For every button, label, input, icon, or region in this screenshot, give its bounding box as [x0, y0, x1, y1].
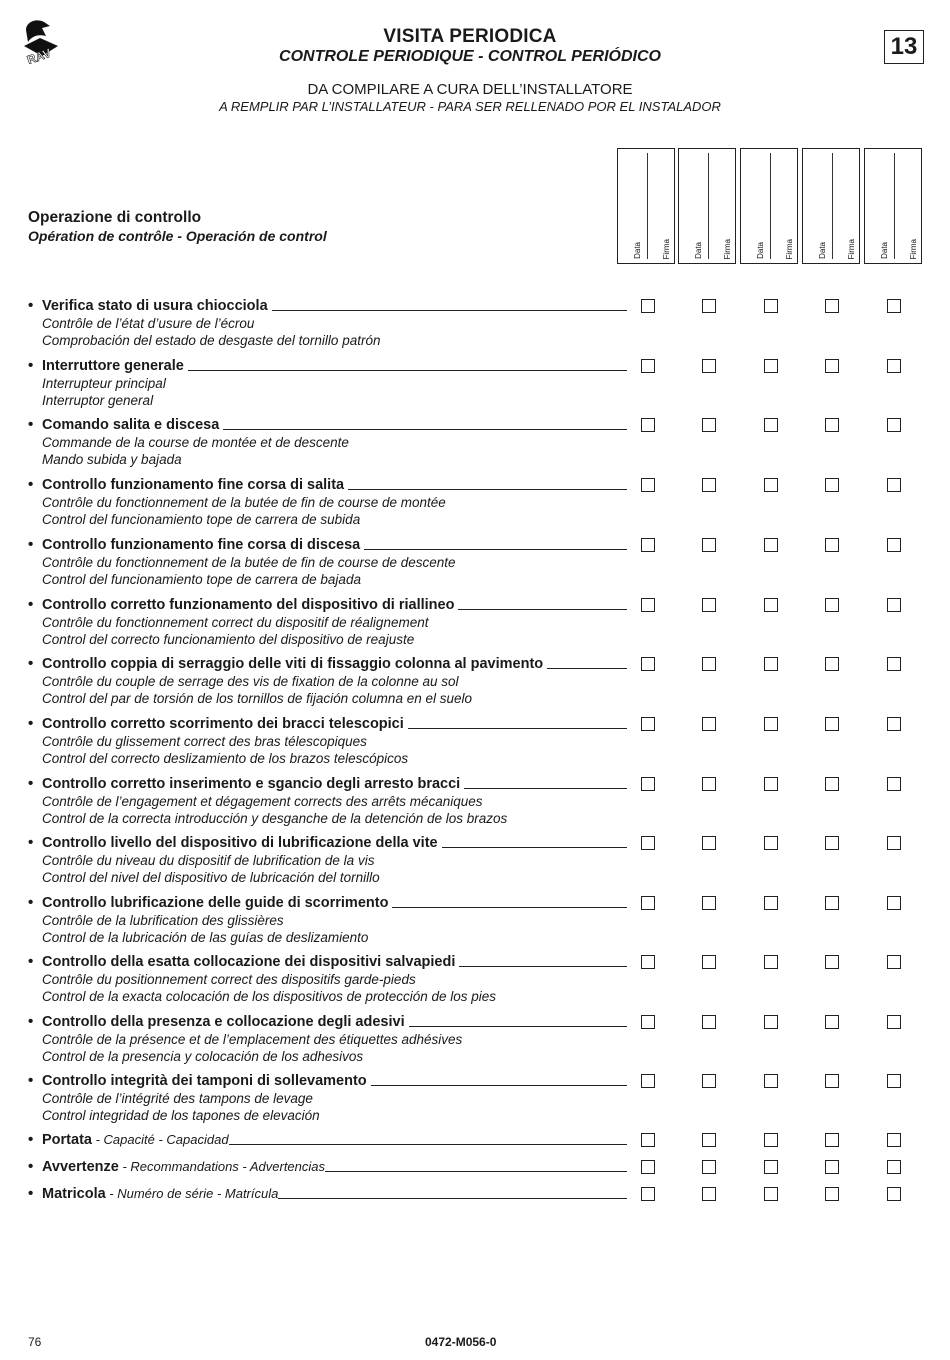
- check-row-3-checkbox-5[interactable]: [887, 418, 901, 432]
- check-row-14-checkbox-5[interactable]: [887, 1074, 901, 1088]
- check-row-11-checkbox-2[interactable]: [702, 896, 716, 910]
- check-row-3-checkbox-4[interactable]: [825, 418, 839, 432]
- separator: -: [105, 1186, 118, 1201]
- check-row: [28, 715, 633, 767]
- page-subtitle: CONTROLE PERIODIQUE - CONTROL PERIÓDICO: [279, 48, 661, 65]
- check-row-2-checkbox-1[interactable]: [641, 359, 655, 373]
- check-row-7-checkbox-3[interactable]: [764, 657, 778, 671]
- check-row-9-checkbox-2[interactable]: [702, 777, 716, 791]
- check-item-french: Contrôle du glissement correct des bras télescopiques: [42, 734, 367, 749]
- check-row-11-checkbox-1[interactable]: [641, 896, 655, 910]
- check-row-13-checkbox-4[interactable]: [825, 1015, 839, 1029]
- check-row-7-checkbox-5[interactable]: [887, 657, 901, 671]
- firma-label: Firma: [723, 238, 732, 259]
- short-row-2-checkbox-2[interactable]: [702, 1160, 716, 1174]
- check-row: [28, 416, 633, 468]
- separator: -: [91, 1132, 104, 1147]
- fill-line: [464, 788, 627, 789]
- check-row-9-checkbox-1[interactable]: [641, 777, 655, 791]
- check-row-9-checkbox-4[interactable]: [825, 777, 839, 791]
- bullet-icon: •: [28, 1072, 34, 1089]
- check-item-spanish: Interruptor general: [42, 393, 154, 408]
- check-row-5-checkbox-1[interactable]: [641, 538, 655, 552]
- check-row-7-checkbox-4[interactable]: [825, 657, 839, 671]
- bullet-icon: •: [28, 1158, 34, 1175]
- short-item-translation: Numéro de série - Matrícula: [117, 1186, 279, 1201]
- visit-column-divider: [770, 153, 771, 259]
- check-item-label: Controllo della esatta collocazione dei dispositivi salvapiedi: [42, 954, 456, 970]
- short-item-translation: Capacité - Capacidad: [103, 1132, 229, 1147]
- data-label: Data: [694, 242, 703, 259]
- check-item-french: Commande de la course de montée et de descente: [42, 435, 349, 450]
- operation-subtitle: Opération de contrôle - Operación de control: [28, 228, 327, 244]
- fill-line: [272, 310, 627, 311]
- fill-line: [458, 609, 627, 610]
- check-row-main: [28, 1072, 633, 1090]
- check-item-label: Comando salita e discesa: [42, 417, 220, 433]
- short-row-3-checkbox-3[interactable]: [764, 1187, 778, 1201]
- fill-line: [459, 966, 627, 967]
- bullet-icon: •: [28, 834, 34, 851]
- check-row-4-checkbox-2[interactable]: [702, 478, 716, 492]
- short-row: [28, 1158, 633, 1176]
- check-item-spanish: Control de la correcta introducción y desganche de la detención de los brazos: [42, 811, 508, 826]
- check-row-8-checkbox-2[interactable]: [702, 717, 716, 731]
- check-row: [28, 1013, 633, 1065]
- check-row-6-checkbox-3[interactable]: [764, 598, 778, 612]
- short-row-main: [28, 1158, 633, 1176]
- check-row-13-checkbox-1[interactable]: [641, 1015, 655, 1029]
- check-row-10-checkbox-3[interactable]: [764, 836, 778, 850]
- short-row-3-checkbox-2[interactable]: [702, 1187, 716, 1201]
- check-row-main: [28, 476, 633, 494]
- short-row-1-checkbox-5[interactable]: [887, 1133, 901, 1147]
- check-item-spanish: Control de la presencia y colocación de los adhesivos: [42, 1049, 364, 1064]
- check-row-main: [28, 416, 633, 434]
- separator: -: [118, 1159, 131, 1174]
- footer-page-number: 76: [28, 1335, 42, 1349]
- check-item-french: Contrôle du positionnement correct des dispositifs garde-pieds: [42, 972, 416, 987]
- check-row: [28, 834, 633, 886]
- short-row-2-checkbox-3[interactable]: [764, 1160, 778, 1174]
- check-item-label: Controllo funzionamento fine corsa di discesa: [42, 537, 361, 553]
- check-row-main: [28, 655, 633, 673]
- bullet-icon: •: [28, 357, 34, 374]
- check-row-11-checkbox-5[interactable]: [887, 896, 901, 910]
- check-item-label: Interruttore generale: [42, 358, 184, 374]
- check-row-12-checkbox-1[interactable]: [641, 955, 655, 969]
- check-row: [28, 894, 633, 946]
- check-row-5-checkbox-4[interactable]: [825, 538, 839, 552]
- check-row-13-checkbox-2[interactable]: [702, 1015, 716, 1029]
- check-item-french: Contrôle de l’intégrité des tampons de levage: [42, 1091, 313, 1106]
- check-row-14-checkbox-2[interactable]: [702, 1074, 716, 1088]
- data-label: Data: [818, 242, 827, 259]
- bullet-icon: •: [28, 1131, 34, 1148]
- check-item-french: Contrôle du niveau du dispositif de lubrification de la vis: [42, 853, 375, 868]
- check-row-6-checkbox-4[interactable]: [825, 598, 839, 612]
- check-item-label: Controllo funzionamento fine corsa di salita: [42, 477, 345, 493]
- check-row-12-checkbox-5[interactable]: [887, 955, 901, 969]
- check-row-12-checkbox-2[interactable]: [702, 955, 716, 969]
- check-row-10-checkbox-4[interactable]: [825, 836, 839, 850]
- check-row-2-checkbox-2[interactable]: [702, 359, 716, 373]
- short-row-main: [28, 1131, 633, 1149]
- visit-column-divider: [894, 153, 895, 259]
- check-item-label: Controllo livello del dispositivo di lubrificazione della vite: [42, 835, 438, 851]
- bullet-icon: •: [28, 297, 34, 314]
- check-row-main: [28, 894, 633, 912]
- check-row-11-checkbox-3[interactable]: [764, 896, 778, 910]
- check-item-label: Controllo corretto inserimento e sgancio degli arresto bracci: [42, 776, 461, 792]
- visit-column-5: [864, 148, 922, 264]
- short-item-translation: Recommandations - Advertencias: [130, 1159, 326, 1174]
- check-item-french: Interrupteur principal: [42, 376, 166, 391]
- check-row: [28, 476, 633, 528]
- check-row-1-checkbox-4[interactable]: [825, 299, 839, 313]
- check-item-label: Controllo integrità dei tamponi di sollevamento: [42, 1073, 367, 1089]
- fill-line: [278, 1198, 627, 1199]
- check-row-5-checkbox-3[interactable]: [764, 538, 778, 552]
- bullet-icon: •: [28, 775, 34, 792]
- check-item-spanish: Control integridad de los tapones de elevación: [42, 1108, 320, 1123]
- check-row-1-checkbox-3[interactable]: [764, 299, 778, 313]
- check-item-spanish: Comprobación del estado de desgaste del tornillo patrón: [42, 333, 381, 348]
- check-item-spanish: Control del par de torsión de los tornillos de fijación columna en el suelo: [42, 691, 472, 706]
- check-row-11-checkbox-4[interactable]: [825, 896, 839, 910]
- check-row-main: [28, 715, 633, 733]
- page-header: [180, 26, 760, 115]
- check-row-main: [28, 536, 633, 554]
- check-item-french: Contrôle du fonctionnement correct du dispositif de réalignement: [42, 615, 429, 630]
- check-item-label: Controllo della presenza e collocazione degli adesivi: [42, 1014, 405, 1030]
- check-row: [28, 536, 633, 588]
- short-row: [28, 1185, 633, 1203]
- check-row-14-checkbox-1[interactable]: [641, 1074, 655, 1088]
- check-row-1-checkbox-2[interactable]: [702, 299, 716, 313]
- short-row-2-checkbox-5[interactable]: [887, 1160, 901, 1174]
- visit-column-1: [617, 148, 675, 264]
- operation-heading: [28, 208, 327, 245]
- check-item-french: Contrôle de l’état d’usure de l’écrou: [42, 316, 255, 331]
- visit-column-2: [678, 148, 736, 264]
- page-title: VISITA PERIODICA: [383, 26, 557, 47]
- bullet-icon: •: [28, 536, 34, 553]
- check-row-13-checkbox-3[interactable]: [764, 1015, 778, 1029]
- check-row: [28, 297, 633, 349]
- check-item-french: Contrôle du fonctionnement de la butée de fin de course de descente: [42, 555, 456, 570]
- check-row-8-checkbox-5[interactable]: [887, 717, 901, 731]
- check-row-1-checkbox-1[interactable]: [641, 299, 655, 313]
- data-label: Data: [756, 242, 765, 259]
- check-row: [28, 357, 633, 409]
- check-row-3-checkbox-2[interactable]: [702, 418, 716, 432]
- check-row-1-checkbox-5[interactable]: [887, 299, 901, 313]
- check-row-14-checkbox-3[interactable]: [764, 1074, 778, 1088]
- short-item-label: Portata: [42, 1132, 92, 1148]
- fill-line: [348, 489, 627, 490]
- check-row-main: [28, 834, 633, 852]
- check-item-french: Contrôle de l’engagement et dégagement corrects des arrêts mécaniques: [42, 794, 483, 809]
- check-row-8-checkbox-3[interactable]: [764, 717, 778, 731]
- short-row-1-checkbox-3[interactable]: [764, 1133, 778, 1147]
- fill-line: [408, 728, 627, 729]
- bullet-icon: •: [28, 894, 34, 911]
- check-item-french: Contrôle du fonctionnement de la butée de fin de course de montée: [42, 495, 446, 510]
- check-row-3-checkbox-1[interactable]: [641, 418, 655, 432]
- check-item-spanish: Control del correcto deslizamiento de los brazos telescópicos: [42, 751, 409, 766]
- check-item-spanish: Control de la exacta colocación de los dispositivos de protección de los pies: [42, 989, 497, 1004]
- visit-column-divider: [647, 153, 648, 259]
- check-row-4-checkbox-1[interactable]: [641, 478, 655, 492]
- check-row-3-checkbox-3[interactable]: [764, 418, 778, 432]
- check-row-12-checkbox-3[interactable]: [764, 955, 778, 969]
- firma-label: Firma: [847, 238, 856, 259]
- check-row-5-checkbox-2[interactable]: [702, 538, 716, 552]
- check-row-7-checkbox-1[interactable]: [641, 657, 655, 671]
- bullet-icon: •: [28, 715, 34, 732]
- check-row-2-checkbox-4[interactable]: [825, 359, 839, 373]
- check-item-spanish: Control del nivel del dispositivo de lubricación del tornillo: [42, 870, 380, 885]
- check-row-4-checkbox-5[interactable]: [887, 478, 901, 492]
- fill-line: [188, 370, 627, 371]
- check-row: [28, 655, 633, 707]
- check-item-spanish: Control del funcionamiento tope de carrera de bajada: [42, 572, 361, 587]
- check-row-10-checkbox-5[interactable]: [887, 836, 901, 850]
- check-item-label: Controllo corretto funzionamento del dispositivo di riallineo: [42, 597, 455, 613]
- fill-line: [325, 1171, 627, 1172]
- compile-note-translation: A REMPLIR PAR L’INSTALLATEUR - PARA SER RELLENADO POR EL INSTALADOR: [219, 99, 721, 114]
- check-item-spanish: Control de la lubricación de las guías de deslizamiento: [42, 930, 369, 945]
- visit-column-divider: [708, 153, 709, 259]
- check-row-8-checkbox-4[interactable]: [825, 717, 839, 731]
- visit-column-divider: [832, 153, 833, 259]
- check-row-10-checkbox-2[interactable]: [702, 836, 716, 850]
- check-row-9-checkbox-5[interactable]: [887, 777, 901, 791]
- check-item-label: Controllo coppia di serraggio delle viti di fissaggio colonna al pavimento: [42, 656, 544, 672]
- fill-line: [547, 668, 627, 669]
- check-item-french: Contrôle de la lubrification des glissières: [42, 913, 284, 928]
- operation-title: Operazione di controllo: [28, 209, 202, 226]
- check-row-8-checkbox-1[interactable]: [641, 717, 655, 731]
- short-row: [28, 1131, 633, 1149]
- bullet-icon: •: [28, 596, 34, 613]
- short-row-1-checkbox-1[interactable]: [641, 1133, 655, 1147]
- bullet-icon: •: [28, 953, 34, 970]
- fill-line: [223, 429, 627, 430]
- bullet-icon: •: [28, 1185, 34, 1202]
- check-item-spanish: Control del funcionamiento tope de carrera de subida: [42, 512, 361, 527]
- bullet-icon: •: [28, 416, 34, 433]
- check-row-7-checkbox-2[interactable]: [702, 657, 716, 671]
- short-row-2-checkbox-4[interactable]: [825, 1160, 839, 1174]
- check-row-main: [28, 297, 633, 315]
- short-row-3-checkbox-1[interactable]: [641, 1187, 655, 1201]
- check-item-french: Contrôle de la présence et de l’emplacement des étiquettes adhésives: [42, 1032, 463, 1047]
- check-row-main: [28, 953, 633, 971]
- check-row-6-checkbox-2[interactable]: [702, 598, 716, 612]
- data-label: Data: [633, 242, 642, 259]
- check-row-4-checkbox-3[interactable]: [764, 478, 778, 492]
- fill-line: [392, 907, 627, 908]
- visit-column-3: [740, 148, 798, 264]
- fill-line: [442, 847, 627, 848]
- short-item-label: Matricola: [42, 1186, 106, 1202]
- check-row-2-checkbox-3[interactable]: [764, 359, 778, 373]
- fill-line: [229, 1144, 627, 1145]
- check-row: [28, 953, 633, 1005]
- short-row-3-checkbox-4[interactable]: [825, 1187, 839, 1201]
- bullet-icon: •: [28, 476, 34, 493]
- check-row-12-checkbox-4[interactable]: [825, 955, 839, 969]
- check-item-label: Verifica stato di usura chiocciola: [42, 298, 268, 314]
- short-row-main: [28, 1185, 633, 1203]
- check-item-label: Controllo lubrificazione delle guide di scorrimento: [42, 895, 389, 911]
- check-row-6-checkbox-5[interactable]: [887, 598, 901, 612]
- check-row: [28, 1072, 633, 1124]
- footer-doc-code: 0472-M056-0: [425, 1335, 497, 1349]
- check-row-main: [28, 1013, 633, 1031]
- check-row-5-checkbox-5[interactable]: [887, 538, 901, 552]
- check-item-label: Controllo corretto scorrimento dei bracci telescopici: [42, 716, 404, 732]
- check-row-main: [28, 357, 633, 375]
- check-row-6-checkbox-1[interactable]: [641, 598, 655, 612]
- brand-logo: [20, 16, 62, 64]
- short-row-3-checkbox-5[interactable]: [887, 1187, 901, 1201]
- check-item-french: Contrôle du couple de serrage des vis de fixation de la colonne au sol: [42, 674, 459, 689]
- check-row: [28, 596, 633, 648]
- check-item-spanish: Mando subida y bajada: [42, 452, 182, 467]
- check-row: [28, 775, 633, 827]
- firma-label: Firma: [909, 238, 918, 259]
- firma-label: Firma: [785, 238, 794, 259]
- compile-note: DA COMPILARE A CURA DELL’INSTALLATORE: [307, 81, 633, 98]
- check-row-main: [28, 596, 633, 614]
- svg-text:RAV: RAV: [25, 45, 53, 64]
- fill-line: [364, 549, 627, 550]
- check-row-9-checkbox-3[interactable]: [764, 777, 778, 791]
- fill-line: [371, 1085, 627, 1086]
- check-row-13-checkbox-5[interactable]: [887, 1015, 901, 1029]
- firma-label: Firma: [662, 238, 671, 259]
- check-row-2-checkbox-5[interactable]: [887, 359, 901, 373]
- short-row-2-checkbox-1[interactable]: [641, 1160, 655, 1174]
- check-item-spanish: Control del correcto funcionamiento del dispositivo de reajuste: [42, 632, 415, 647]
- check-row-main: [28, 775, 633, 793]
- short-row-1-checkbox-4[interactable]: [825, 1133, 839, 1147]
- short-item-label: Avvertenze: [42, 1159, 119, 1175]
- check-row-4-checkbox-4[interactable]: [825, 478, 839, 492]
- bullet-icon: •: [28, 1013, 34, 1030]
- section-number-box: 13: [884, 30, 924, 64]
- visit-column-4: [802, 148, 860, 264]
- bullet-icon: •: [28, 655, 34, 672]
- check-row-14-checkbox-4[interactable]: [825, 1074, 839, 1088]
- short-row-1-checkbox-2[interactable]: [702, 1133, 716, 1147]
- data-label: Data: [880, 242, 889, 259]
- check-row-10-checkbox-1[interactable]: [641, 836, 655, 850]
- fill-line: [409, 1026, 627, 1027]
